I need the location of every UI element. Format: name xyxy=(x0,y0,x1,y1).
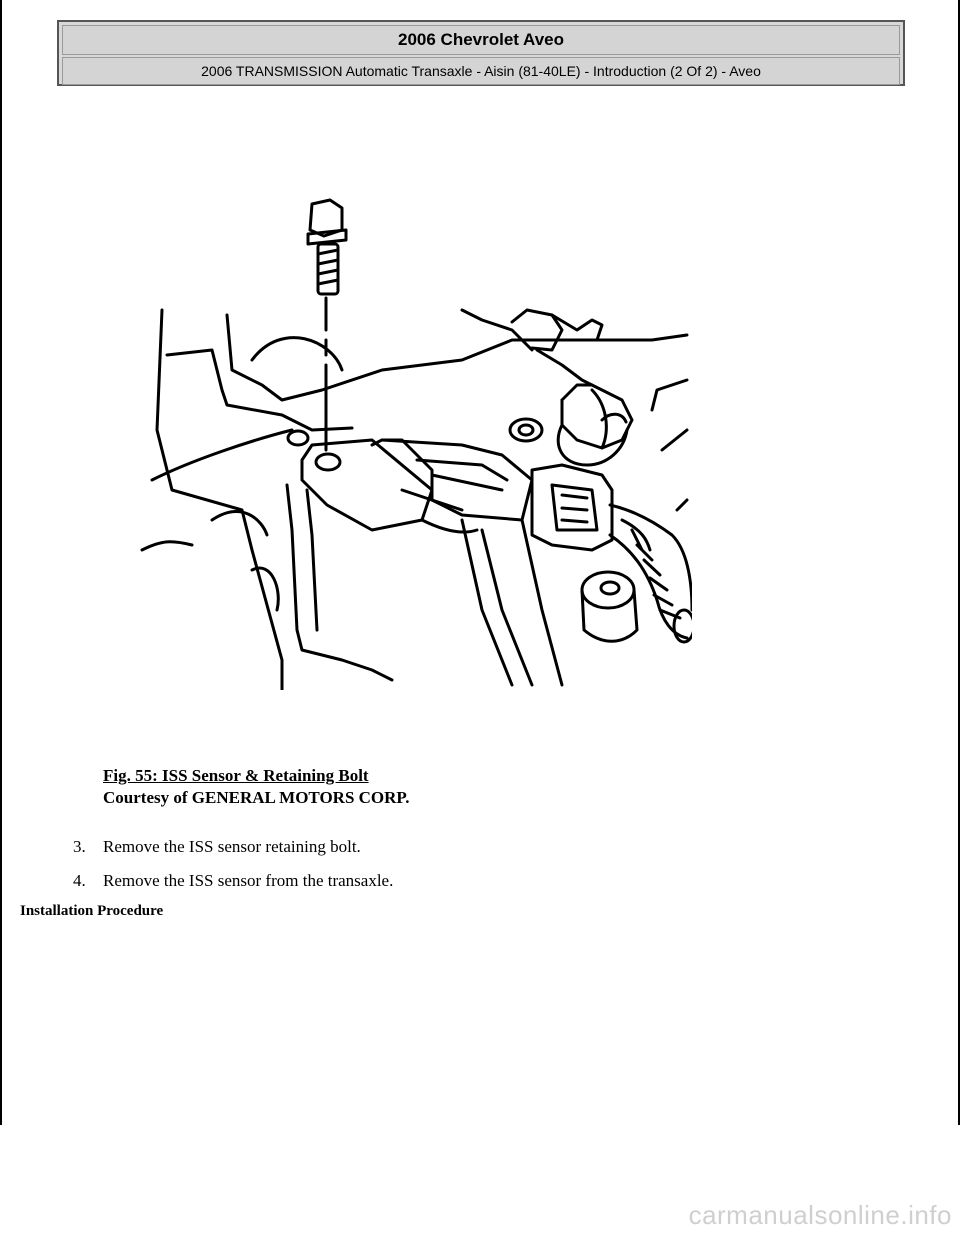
iss-sensor-illustration xyxy=(132,190,692,690)
step-number: 3. xyxy=(73,837,86,856)
retaining-bolt xyxy=(308,200,346,450)
step-text: Remove the ISS sensor from the transaxle. xyxy=(103,871,394,890)
watermark: carmanualsonline.info xyxy=(688,1200,952,1230)
sensor-connector xyxy=(532,465,612,550)
list-item xyxy=(73,864,393,898)
figure-courtesy: Courtesy of GENERAL MOTORS CORP. xyxy=(103,788,410,807)
step-number: 4. xyxy=(73,871,86,890)
section-heading: Installation Procedure xyxy=(20,903,164,919)
document-header xyxy=(57,20,905,86)
procedure-steps xyxy=(73,830,393,898)
document-title: 2006 Chevrolet Aveo xyxy=(62,25,900,55)
upper-fitting xyxy=(462,310,632,465)
bolt-boss xyxy=(582,572,637,641)
document-subtitle: 2006 TRANSMISSION Automatic Transaxle - Aisin (81-40LE) - Introduction (2 Of 2) - Aveo xyxy=(62,57,900,85)
list-item xyxy=(73,830,393,864)
transaxle-housing xyxy=(142,310,687,690)
figure-caption xyxy=(103,765,410,809)
figure-title: Fig. 55: ISS Sensor & Retaining Bolt xyxy=(103,766,369,785)
step-text: Remove the ISS sensor retaining bolt. xyxy=(103,837,361,856)
